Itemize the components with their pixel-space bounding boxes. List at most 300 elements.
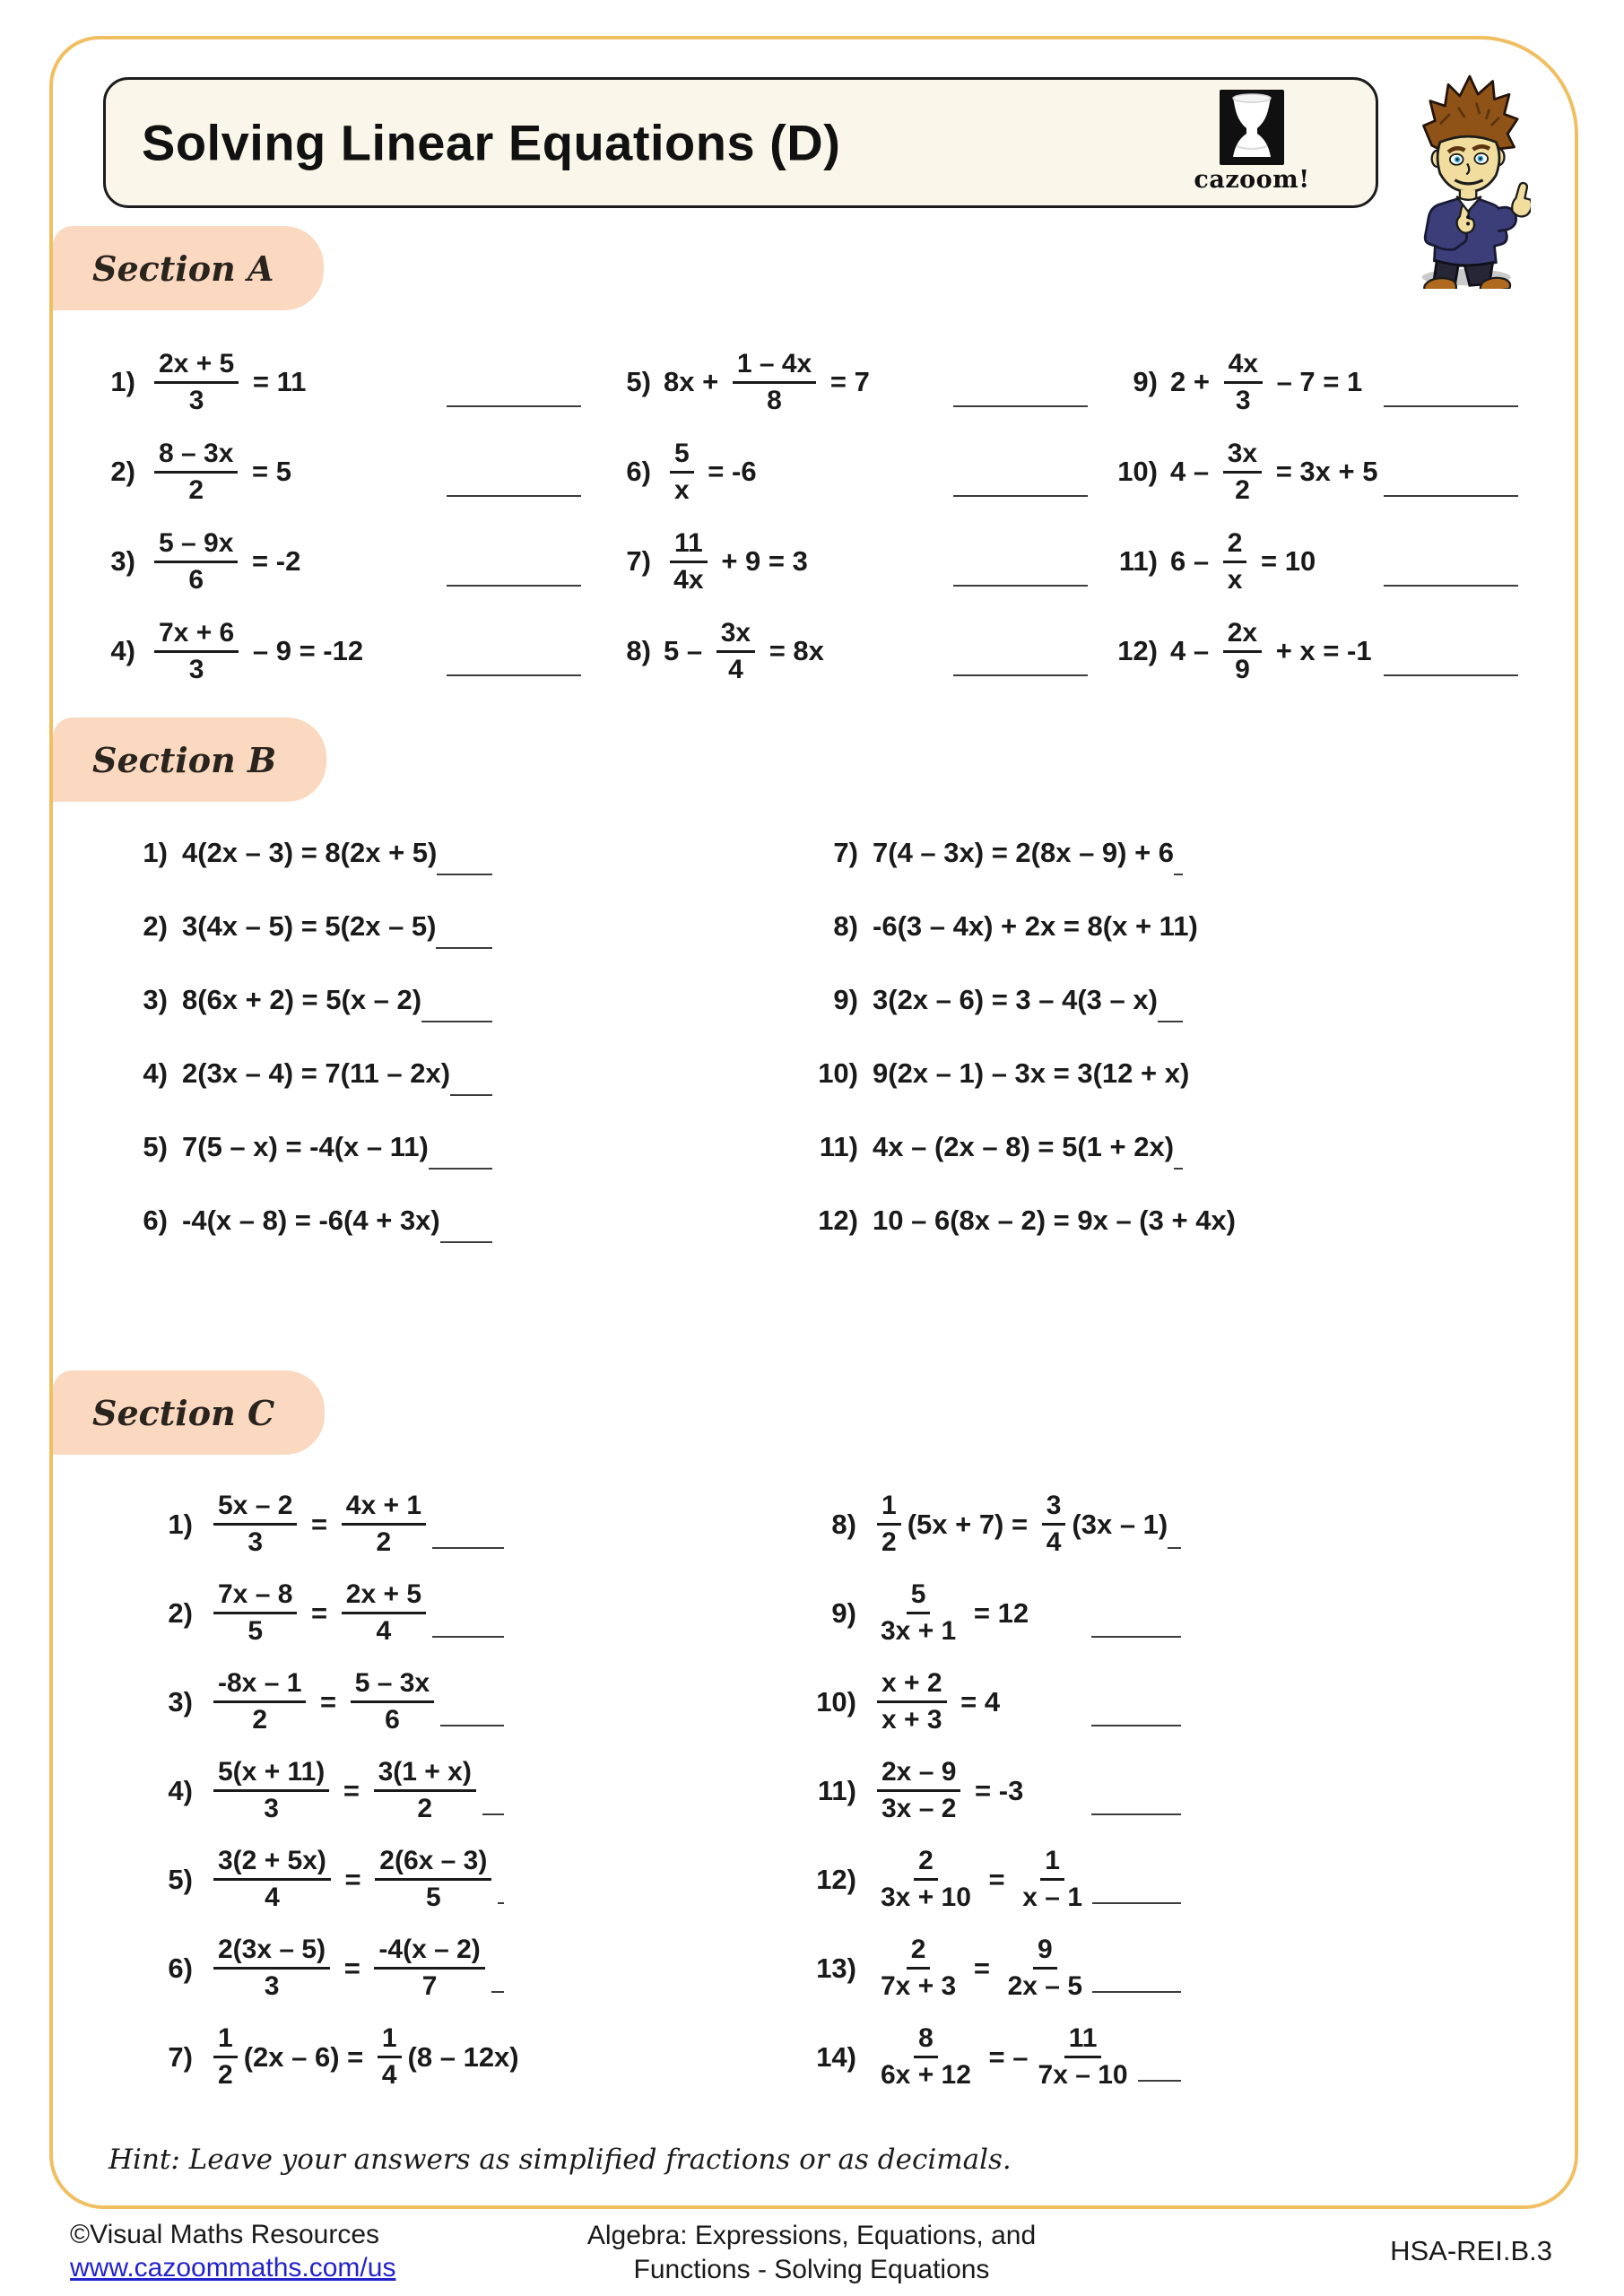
worksheet-card xyxy=(49,36,1578,2209)
fraction-numerator: 4x xyxy=(1224,349,1263,384)
equation xyxy=(871,1668,1000,1735)
fraction-denominator: x xyxy=(674,474,690,505)
equation-text: = 5 xyxy=(244,456,291,487)
equation-text: = xyxy=(966,1952,998,1984)
problem-number: 9) xyxy=(1133,366,1158,397)
fraction-numerator: 1 xyxy=(378,2023,402,2058)
equation xyxy=(207,1579,432,1646)
fraction xyxy=(1004,1935,1086,2001)
mascot-boy-icon xyxy=(1407,66,1531,289)
fraction-numerator: 7x + 6 xyxy=(154,618,239,653)
problem-number: 2) xyxy=(168,1596,193,1629)
equation-text: = xyxy=(312,1685,344,1718)
equation xyxy=(871,1579,1029,1646)
fraction xyxy=(154,618,239,684)
answer-blank xyxy=(447,674,581,676)
fraction-numerator: 2 xyxy=(1223,528,1247,563)
fraction-numerator: 1 xyxy=(877,1491,901,1526)
problem-row xyxy=(132,2013,531,2101)
fraction-numerator: 3x xyxy=(716,618,755,653)
fraction xyxy=(877,1491,901,1557)
answer-blank xyxy=(953,495,1088,497)
problem-number: 3) xyxy=(143,984,168,1015)
problem-row xyxy=(107,1184,528,1257)
fraction-numerator: 2x + 5 xyxy=(342,1579,426,1614)
problem-row xyxy=(1113,517,1543,606)
problem-number: 9) xyxy=(833,984,858,1015)
hint-text: Hint: Leave your answers as simplified fractions or as decimals. xyxy=(109,2144,1012,2176)
page-title: Solving Linear Equations (D) xyxy=(142,114,841,171)
problem-number: 7) xyxy=(626,545,651,577)
problem-number: 1) xyxy=(143,837,168,868)
answer-blank xyxy=(953,405,1088,407)
problem-number: 4) xyxy=(143,1057,168,1089)
fraction xyxy=(342,1579,426,1646)
boy-thumbs-up-mascot xyxy=(1407,66,1531,293)
fraction-numerator: 8 xyxy=(914,2023,938,2058)
fraction-denominator: 4x xyxy=(673,564,704,595)
equation xyxy=(148,528,300,595)
equation xyxy=(871,1491,1168,1557)
problem-row xyxy=(797,1184,1236,1257)
equation-text: = xyxy=(335,1774,368,1806)
problem-row xyxy=(797,816,1219,890)
equation-text: = 3x + 5 xyxy=(1268,456,1378,487)
equation xyxy=(182,910,436,943)
fraction-denominator: 2 xyxy=(218,2060,233,2090)
equation-text: = 4 xyxy=(952,1685,1001,1718)
fraction-denominator: 2 xyxy=(188,474,204,505)
answer-blank xyxy=(436,947,492,949)
problem-row xyxy=(132,1924,531,2013)
fraction xyxy=(374,1757,476,1823)
equation xyxy=(1170,349,1362,415)
section-b-problems xyxy=(107,816,1236,1257)
problem-number: 2) xyxy=(110,456,135,487)
fraction xyxy=(375,1846,491,1912)
fraction-denominator: 3 xyxy=(188,654,204,684)
equation-text: = xyxy=(980,1863,1013,1895)
fraction xyxy=(154,349,239,415)
equation xyxy=(873,984,1158,1016)
problem-number: 2) xyxy=(143,910,168,942)
section-c-problems xyxy=(132,1480,1208,2101)
equation xyxy=(207,2023,519,2090)
equation-text: 4 – xyxy=(1170,635,1217,666)
section-c-label: Section C xyxy=(53,1370,325,1455)
problem-row xyxy=(797,963,1219,1037)
problem-row xyxy=(91,337,606,427)
section-a-label: Section A xyxy=(53,226,324,310)
equation xyxy=(182,1205,440,1237)
fraction-numerator: -8x – 1 xyxy=(213,1668,306,1703)
equation-text: = -6 xyxy=(699,456,757,487)
equation-text: = -2 xyxy=(244,545,301,577)
equation-text: (5x + 7) = xyxy=(907,1508,1036,1540)
problem-number: 10) xyxy=(818,1057,858,1089)
problem-row xyxy=(132,1746,531,1835)
equation xyxy=(873,1057,1189,1090)
problem-row xyxy=(797,1037,1219,1110)
fraction-numerator: 2(3x – 5) xyxy=(213,1935,330,1970)
equation-text: + 9 = 3 xyxy=(713,545,808,577)
answer-blank xyxy=(1091,1813,1181,1815)
problem-number: 12) xyxy=(816,1863,856,1895)
fraction-numerator: 2 xyxy=(914,1846,938,1881)
problem-number: 10) xyxy=(1117,456,1158,487)
equation-text: 6 – xyxy=(1170,545,1217,577)
answer-blank xyxy=(1384,495,1518,497)
fraction-denominator: 6 xyxy=(385,1705,400,1735)
answer-blank xyxy=(1092,1991,1181,1993)
problem-number: 11) xyxy=(819,1131,858,1162)
fraction-denominator: 4 xyxy=(265,1883,280,1912)
fraction xyxy=(716,618,755,684)
fraction-numerator: 1 xyxy=(1040,1846,1064,1881)
subject-line-1: Algebra: Expressions, Equations, and xyxy=(586,2221,1037,2250)
equation xyxy=(664,439,757,505)
fraction-numerator: 5 xyxy=(670,439,694,474)
fraction-denominator: 6x + 12 xyxy=(881,2060,971,2090)
problem-row xyxy=(132,1835,531,1924)
footer-subject xyxy=(498,2219,1125,2286)
fraction-denominator: 5 xyxy=(248,1616,264,1646)
fraction-numerator: 3 xyxy=(1042,1491,1066,1526)
answer-blank xyxy=(1384,674,1518,676)
equation xyxy=(873,837,1174,869)
problem-row xyxy=(797,1110,1219,1184)
equation xyxy=(1170,618,1372,684)
fraction-denominator: 2 xyxy=(1235,474,1250,505)
answer-blank xyxy=(437,874,492,875)
equation-text: – 7 = 1 xyxy=(1268,366,1363,397)
fraction-numerator: 4x + 1 xyxy=(342,1491,426,1526)
fraction-numerator: 11 xyxy=(670,528,708,563)
fraction-denominator: 6 xyxy=(188,564,204,595)
equation-text: = – xyxy=(980,2040,1029,2073)
fraction-numerator: 3(1 + x) xyxy=(374,1757,476,1792)
answer-blank xyxy=(1092,1902,1181,1904)
answer-blank xyxy=(447,405,581,407)
fraction-numerator: 2x xyxy=(1223,618,1262,653)
fraction-numerator: 1 xyxy=(213,2023,238,2058)
fraction-denominator: 4 xyxy=(381,2060,397,2090)
equation-text: = 12 xyxy=(966,1596,1029,1629)
equation xyxy=(207,1491,432,1557)
fraction-numerator: -4(x – 2) xyxy=(374,1935,484,1970)
answer-blank xyxy=(1138,2080,1181,2082)
problem-number: 9) xyxy=(831,1596,856,1629)
equation-text: = xyxy=(303,1508,335,1540)
problem-number: 3) xyxy=(110,545,135,577)
fraction-numerator: x + 2 xyxy=(877,1668,947,1703)
problem-row xyxy=(606,427,1113,517)
djembe-drum-icon xyxy=(1219,89,1285,166)
fraction-denominator: 5 xyxy=(425,1883,441,1912)
equation xyxy=(664,528,808,595)
problem-number: 11) xyxy=(817,1774,856,1806)
problem-number: 5) xyxy=(143,1131,168,1162)
fraction-denominator: 2 xyxy=(881,1527,897,1557)
fraction-numerator: 11 xyxy=(1064,2023,1102,2058)
fraction-denominator: 3 xyxy=(248,1527,264,1557)
answer-blank xyxy=(440,1241,492,1243)
standard-code: HSA-REI.B.3 xyxy=(1390,2235,1552,2266)
answer-blank xyxy=(1384,585,1518,587)
fraction-denominator: 2 xyxy=(252,1705,268,1735)
problem-row xyxy=(795,2013,1208,2101)
fraction xyxy=(1223,528,1247,595)
fraction-denominator: 8 xyxy=(767,385,782,415)
problem-number: 5) xyxy=(626,366,651,397)
fraction xyxy=(378,2023,402,2090)
fraction-denominator: x xyxy=(1227,564,1243,595)
fraction-denominator: 3 xyxy=(264,1794,279,1823)
fraction xyxy=(877,1757,960,1823)
answer-blank xyxy=(1384,405,1518,407)
equation-text: = xyxy=(336,1952,369,1984)
problem-number: 4) xyxy=(110,635,135,666)
fraction xyxy=(877,1668,947,1735)
equation xyxy=(1170,528,1316,595)
problem-number: 12) xyxy=(1117,635,1158,666)
equation-text: = 11 xyxy=(245,366,307,397)
equation-text: 8(6x + 2) = 5(x – 2) xyxy=(182,984,422,1015)
fraction xyxy=(213,2023,238,2090)
fraction-numerator: 5 – 3x xyxy=(351,1668,434,1703)
cazoom-logo-text: cazoom! xyxy=(1194,166,1310,194)
problem-number: 12) xyxy=(818,1205,858,1236)
equation-text: 4(2x – 3) = 8(2x + 5) xyxy=(182,837,438,868)
fraction-denominator: 3x – 2 xyxy=(881,1794,957,1823)
website-link[interactable]: www.cazoommaths.com/us xyxy=(70,2252,396,2283)
fraction xyxy=(877,1579,960,1646)
problem-row xyxy=(91,517,606,606)
problem-row xyxy=(795,1480,1208,1569)
equation-text: 10 – 6(8x – 2) = 9x – (3 + 4x) xyxy=(873,1205,1236,1236)
problem-row xyxy=(606,337,1113,427)
equation xyxy=(182,837,437,869)
equation xyxy=(871,1757,1023,1823)
problem-number: 4) xyxy=(168,1774,193,1806)
equation xyxy=(207,1935,491,2001)
problem-row xyxy=(107,1037,528,1110)
answer-blank xyxy=(429,1168,492,1170)
fraction xyxy=(1035,2023,1132,2090)
fraction-numerator: 5 – 9x xyxy=(154,528,238,563)
answer-blank xyxy=(1091,1725,1181,1726)
equation-text: -4(x – 8) = -6(4 + 3x) xyxy=(182,1205,440,1236)
fraction xyxy=(1019,1846,1086,1912)
equation-text: 5 – xyxy=(664,635,710,666)
problem-number: 6) xyxy=(626,456,651,487)
problem-row xyxy=(132,1657,531,1746)
equation-text: 3(2x – 6) = 3 – 4(3 – x) xyxy=(873,984,1158,1015)
fraction xyxy=(342,1491,426,1557)
fraction-numerator: 5 xyxy=(907,1579,931,1614)
problem-number: 8) xyxy=(833,910,858,942)
fraction-denominator: 2 xyxy=(376,1527,392,1557)
fraction-denominator: 4 xyxy=(1046,1527,1062,1557)
fraction xyxy=(670,439,694,505)
equation-text: + x = -1 xyxy=(1268,635,1372,666)
problem-row xyxy=(132,1480,531,1569)
problem-row xyxy=(107,816,528,890)
equation-text: = 10 xyxy=(1253,545,1316,577)
fraction xyxy=(1223,618,1262,684)
fraction xyxy=(213,1491,297,1557)
equation xyxy=(871,2023,1138,2090)
equation-text: = 7 xyxy=(822,366,870,397)
fraction-denominator: 7x – 10 xyxy=(1038,2060,1128,2090)
answer-blank xyxy=(1174,874,1183,875)
fraction-numerator: 8 – 3x xyxy=(154,439,238,474)
answer-blank xyxy=(953,674,1088,676)
equation xyxy=(148,618,363,684)
fraction xyxy=(1223,439,1262,505)
equation-text: = xyxy=(336,1863,369,1895)
equation-text: (8 – 12x) xyxy=(407,2040,519,2073)
answer-blank xyxy=(432,1547,504,1549)
equation xyxy=(871,1846,1092,1912)
equation xyxy=(873,1131,1174,1163)
equation-text: 4 – xyxy=(1170,456,1217,487)
equation-text: 7(5 – x) = -4(x – 11) xyxy=(182,1131,429,1162)
footer-left xyxy=(70,2219,395,2284)
problem-number: 6) xyxy=(168,1952,193,1984)
equation-text: 2(3x – 4) = 7(11 – 2x) xyxy=(182,1057,451,1089)
fraction xyxy=(1042,1491,1066,1557)
fraction-numerator: 7x – 8 xyxy=(213,1579,297,1614)
equation xyxy=(207,1668,440,1735)
subject-line-2: Functions - Solving Equations xyxy=(633,2254,990,2284)
fraction-numerator: 5x – 2 xyxy=(213,1491,297,1526)
fraction-denominator: 2 xyxy=(417,1794,433,1823)
equation xyxy=(182,1131,429,1163)
equation xyxy=(182,1057,450,1090)
equation-text: -6(3 – 4x) + 2x = 8(x + 11) xyxy=(873,910,1198,942)
fraction-denominator: 7 xyxy=(421,1971,438,2001)
answer-blank xyxy=(953,585,1088,587)
problem-row xyxy=(795,1657,1208,1746)
problem-row xyxy=(1113,427,1543,517)
problem-row xyxy=(107,1110,528,1184)
problem-number: 10) xyxy=(816,1685,856,1718)
equation xyxy=(207,1846,498,1912)
problem-number: 11) xyxy=(1118,545,1158,577)
problem-number: 13) xyxy=(816,1952,856,1984)
copyright-text: ©Visual Maths Resources xyxy=(70,2220,380,2249)
fraction-numerator: 2 xyxy=(907,1935,931,1970)
equation xyxy=(871,1935,1092,2001)
fraction-numerator: 2(6x – 3) xyxy=(375,1846,491,1881)
problem-number: 1) xyxy=(110,366,135,397)
problem-row xyxy=(606,606,1113,696)
equation xyxy=(664,349,870,415)
fraction-denominator: 3 xyxy=(264,1971,280,2001)
equation-text: – 9 = -12 xyxy=(245,635,364,666)
answer-blank xyxy=(482,1813,504,1815)
answer-blank xyxy=(491,1991,504,1993)
fraction-numerator: 9 xyxy=(1033,1935,1057,1970)
fraction-denominator: 4 xyxy=(728,654,743,684)
problem-row xyxy=(132,1569,531,1657)
fraction-numerator: 1 – 4x xyxy=(733,349,816,384)
fraction xyxy=(877,1935,960,2001)
title-box xyxy=(103,77,1378,208)
equation-text: (3x – 1) xyxy=(1072,1508,1168,1540)
fraction-denominator: 2x – 5 xyxy=(1007,1971,1083,2001)
fraction-numerator: 5(x + 11) xyxy=(213,1757,329,1792)
problem-number: 8) xyxy=(831,1508,856,1540)
fraction xyxy=(877,2023,975,2090)
fraction-numerator: 3(2 + 5x) xyxy=(213,1846,331,1881)
problem-number: 5) xyxy=(168,1863,193,1895)
equation-text: 8x + xyxy=(664,366,726,397)
equation xyxy=(148,349,306,415)
equation-text: 7(4 – 3x) = 2(8x – 9) + 6 xyxy=(873,837,1175,868)
fraction-denominator: 4 xyxy=(376,1616,392,1646)
fraction-numerator: 2x + 5 xyxy=(154,349,239,384)
fraction-denominator: x – 1 xyxy=(1022,1883,1083,1912)
problem-number: 8) xyxy=(626,635,651,666)
answer-blank xyxy=(440,1725,504,1726)
fraction xyxy=(374,1935,484,2001)
fraction xyxy=(733,349,816,415)
problem-row xyxy=(91,427,606,517)
problem-row xyxy=(795,1835,1208,1924)
fraction-numerator: 3x xyxy=(1223,439,1262,474)
cazoom-logo xyxy=(1180,89,1324,194)
problem-number: 1) xyxy=(168,1508,193,1540)
fraction-denominator: 3x + 10 xyxy=(881,1883,971,1912)
answer-blank xyxy=(1174,1168,1183,1170)
answer-blank xyxy=(447,495,581,497)
equation-text: = 8x xyxy=(761,635,824,666)
answer-blank xyxy=(1168,1547,1181,1549)
equation xyxy=(873,910,1198,943)
answer-blank xyxy=(498,1902,504,1904)
equation xyxy=(664,618,824,684)
problem-row xyxy=(107,963,528,1037)
fraction xyxy=(213,1579,297,1646)
problem-row xyxy=(795,1924,1208,2013)
problem-row xyxy=(91,606,606,696)
fraction-denominator: 9 xyxy=(1235,654,1250,684)
answer-blank xyxy=(450,1094,492,1096)
section-b-label: Section B xyxy=(53,718,326,802)
fraction xyxy=(154,439,238,505)
answer-blank xyxy=(421,1021,492,1022)
fraction xyxy=(877,1846,975,1912)
problem-row xyxy=(795,1569,1208,1657)
fraction xyxy=(1224,349,1263,415)
problem-row xyxy=(1113,337,1543,427)
answer-blank xyxy=(1091,1636,1181,1638)
equation-text: 2 + xyxy=(1170,366,1218,397)
equation xyxy=(182,984,421,1016)
equation-text: = -3 xyxy=(967,1774,1024,1806)
problem-row xyxy=(606,517,1113,606)
problem-number: 14) xyxy=(816,2040,856,2073)
fraction-denominator: 3x + 1 xyxy=(881,1616,957,1646)
equation-text: 4x – (2x – 8) = 5(1 + 2x) xyxy=(873,1131,1175,1162)
fraction-denominator: x + 3 xyxy=(881,1705,942,1735)
equation xyxy=(1170,439,1377,505)
equation xyxy=(873,1205,1236,1237)
fraction xyxy=(351,1668,434,1735)
equation xyxy=(148,439,291,505)
